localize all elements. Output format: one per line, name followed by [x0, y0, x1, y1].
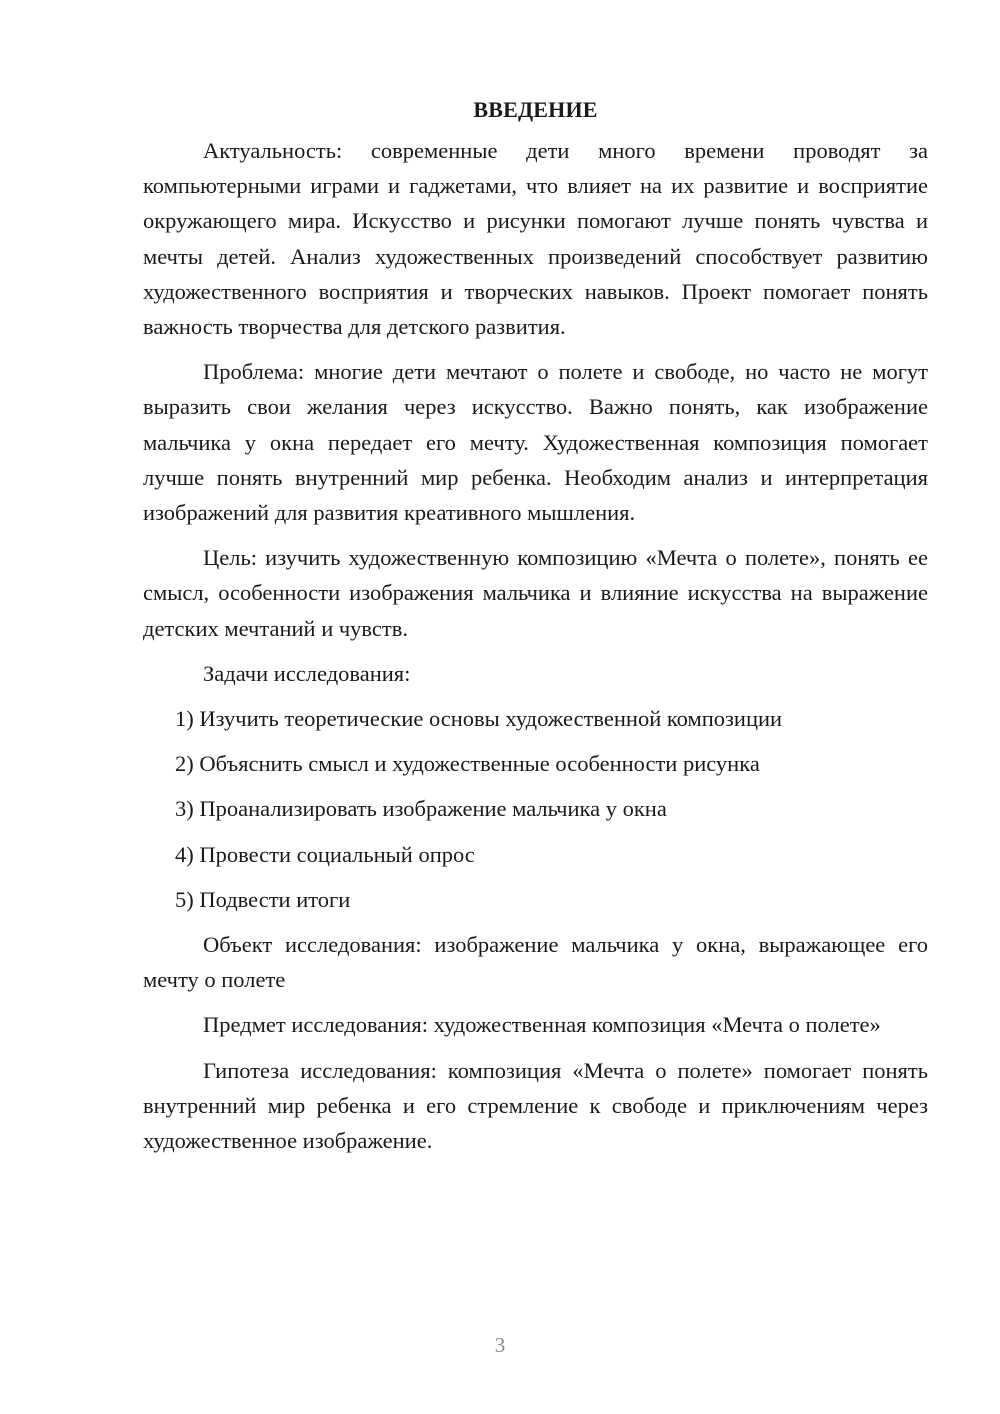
paragraph-problem: Проблема: многие дети мечтают о полете и свободе, но часто не могут выразить свои желания через искусство. Важно понять, как изображение мальчика у окна передает его мечту. Художественная композиция помогает лучше понять внутренний мир ребенка. Необходим анализ и интерпретация изображений для развития креативного мышления. [143, 359, 928, 526]
tasks-heading: Задачи исследования: [203, 660, 411, 686]
list-item: 5) Подвести итоги [175, 886, 351, 912]
tasks-list [143, 701, 928, 917]
page-title: ВВЕДЕНИЕ [473, 97, 598, 122]
page-number: 3 [494, 1333, 506, 1357]
list-item: 4) Провести социальный опрос [175, 841, 475, 867]
list-item: 3) Проанализировать изображение мальчика у окна [175, 796, 667, 822]
paragraph-relevance: Актуальность: современные дети много времени проводят за компьютерными играми и гаджетами, что влияет на их развитие и восприятие окружающего мира. Искусство и рисунки помогают лучше понять чувства и мечты детей. Анализ художественных произведений способствует развитию художественного восприятия и творческих навыков. Проект помогает понять важность творчества для детского развития. [143, 138, 928, 340]
paragraph-subject: Предмет исследования: художественная композиция «Мечта о полете» [203, 1012, 881, 1038]
list-item: 2) Объяснить смысл и художественные особенности рисунка [175, 751, 760, 777]
paragraph-object: Объект исследования: изображение мальчика у окна, выражающее его мечту о полете [143, 932, 928, 993]
list-item: 1) Изучить теоретические основы художественной композиции [175, 706, 783, 732]
paragraph-goal: Цель: изучить художественную композицию «Мечта о полете», понять ее смысл, особенности изображения мальчика и влияние искусства на выражение детских мечтаний и чувств. [143, 545, 928, 641]
document-page [143, 92, 928, 1158]
paragraph-hypothesis: Гипотеза исследования: композиция «Мечта о полете» помогает понять внутренний мир ребенка и его стремление к свободе и приключениям через художественное изображение. [143, 1057, 928, 1154]
